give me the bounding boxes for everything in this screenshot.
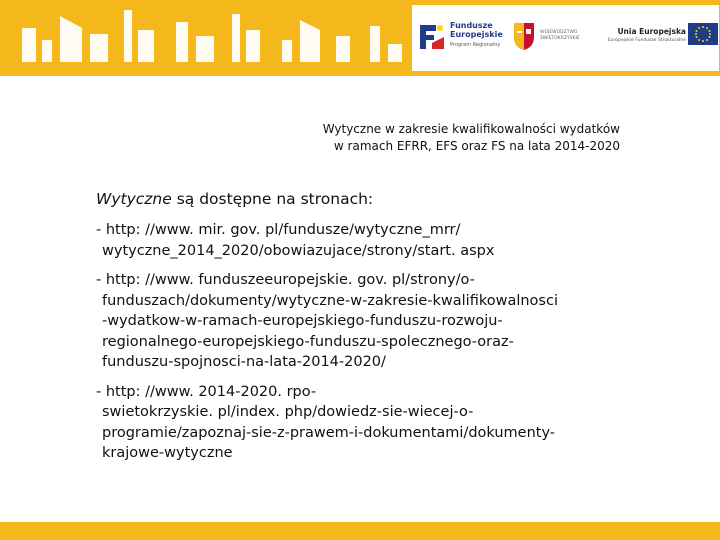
- link-item[interactable]: [96, 220, 656, 261]
- intro-rest: są dostępne na stronach:: [171, 190, 374, 208]
- doc-heading-line2: w ramach EFRR, EFS oraz FS na lata 2014-2020: [333, 139, 620, 153]
- main-content: [96, 190, 656, 473]
- link-3-line-1: - http: //www. 2014-2020. rpo-: [96, 383, 317, 400]
- fundusze-europejskie-logo: [418, 19, 508, 59]
- logo-strip: [412, 5, 719, 71]
- link-3-line-4: krajowe-wytyczne: [102, 445, 233, 461]
- doc-heading: [323, 121, 620, 155]
- link-2-line-4: regionalnego-europejskiego-funduszu-spolecznego-oraz-: [102, 333, 514, 350]
- header-band: [0, 0, 720, 76]
- link-1-line-1: - http: //www. mir. gov. pl/fundusze/wytyczne_mrr/: [96, 222, 461, 238]
- decorative-blocks: [0, 0, 420, 76]
- fundusze-europejskie-logo-icon: [418, 21, 446, 51]
- swk-line1: WOJEWÓDZTWO: [540, 30, 578, 35]
- eu-flag-icon: [688, 23, 718, 45]
- link-item[interactable]: [96, 270, 656, 373]
- link-2-line-1: - http: //www. funduszeeuropejskie. gov. pl/strony/o-: [96, 272, 475, 288]
- footer-band: [0, 522, 720, 540]
- fe-line1: Fundusze: [450, 21, 493, 30]
- swietokrzyskie-logo: [512, 21, 592, 55]
- ue-sub: Europejskie Fundusze Strukturalne: [607, 38, 686, 43]
- link-2-line-2: funduszach/dokumenty/wytyczne-w-zakresie-kwalifikowalnosci: [102, 292, 558, 309]
- link-3-line-2: swietokrzyskie. pl/index. php/dowiedz-sie-wiecej-o-: [102, 404, 474, 420]
- link-2-line-5: funduszu-spojnosci-na-lata-2014-2020/: [102, 354, 386, 370]
- intro-text: [96, 190, 656, 208]
- intro-emphasis: Wytyczne: [96, 190, 172, 208]
- link-1-line-2: wytyczne_2014_2020/obowiazujace/strony/start. aspx: [102, 242, 495, 259]
- link-item[interactable]: [96, 382, 656, 464]
- swietokrzyskie-crest-icon: [512, 21, 536, 51]
- fe-sub: Program Regionalny: [450, 42, 501, 48]
- doc-heading-line1: Wytyczne w zakresie kwalifikowalności wydatków: [322, 122, 620, 136]
- swk-line2: ŚWIĘTOKRZYSKIE: [540, 36, 580, 41]
- link-2-line-3: -wydatkow-w-ramach-europejskiego-funduszu-rozwoju-: [102, 313, 503, 329]
- ue-logo: [598, 23, 716, 55]
- link-3-line-3: programie/zapoznaj-sie-z-prawem-i-dokumentami/dokumenty-: [102, 424, 556, 441]
- fe-line2: Europejskie: [450, 30, 503, 39]
- ue-name: Unia Europejska: [617, 27, 686, 36]
